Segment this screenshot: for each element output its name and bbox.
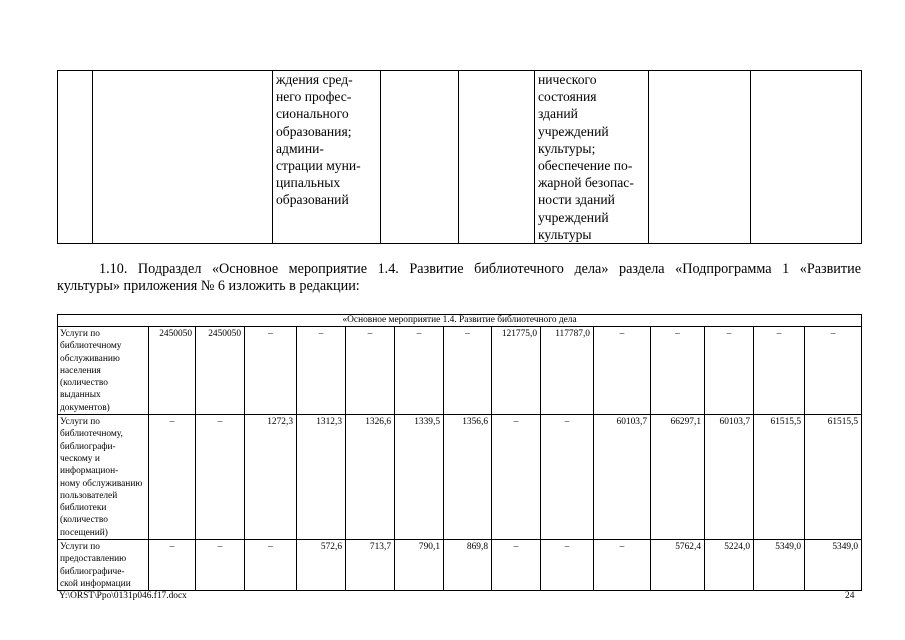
table-row	[58, 327, 862, 415]
executor-text: ждения сред- него профес- сионального образования; админи- страции муни- ципальных образований	[276, 72, 361, 208]
value-cell: –	[149, 540, 196, 591]
value-cell: –	[594, 540, 651, 591]
result-text: нического состояния зданий учреждений культуры; обеспечение по- жарной безопас- ности зданий учреждений культуры	[538, 72, 634, 242]
service-label: Услуги по библиотечному обслуживанию населения (количество выданных документов)	[58, 327, 149, 415]
service-label: Услуги по предоставлению библиографиче- ской информации	[58, 540, 149, 591]
value-cell: 869,8	[444, 540, 492, 591]
page-number: 24	[845, 591, 855, 601]
value-cell: 790,1	[395, 540, 444, 591]
value-cell: 61515,5	[805, 415, 862, 540]
table-row	[58, 415, 862, 540]
amendment-line-2: культуры» приложения № 6 изложить в редакции:	[57, 278, 360, 294]
value-cell: 2450050	[149, 327, 196, 415]
table-cell	[93, 71, 273, 244]
table-cell	[58, 71, 93, 244]
table-heading-row	[58, 315, 862, 327]
value-cell: –	[651, 327, 705, 415]
value-cell: 1339,5	[395, 415, 444, 540]
table-cell	[751, 71, 862, 244]
table-heading: «Основное мероприятие 1.4. Развитие библиотечного дела	[58, 315, 862, 327]
value-cell: 1272,3	[245, 415, 297, 540]
value-cell: –	[346, 327, 395, 415]
value-cell: 60103,7	[594, 415, 651, 540]
file-path: Y:\ORST\Ppo\0131p046.f17.docx	[59, 591, 187, 601]
value-cell: 5762,4	[651, 540, 705, 591]
value-cell: 1312,3	[297, 415, 346, 540]
value-cell: –	[754, 327, 805, 415]
value-cell: –	[541, 415, 594, 540]
value-cell: –	[196, 540, 245, 591]
value-cell: –	[444, 327, 492, 415]
service-label: Услуги по библиотечному, библиографи- ческому и информацион- ному обслуживанию пользователей библиотеки (количество посещений)	[58, 415, 149, 540]
value-cell: –	[492, 415, 541, 540]
value-cell: –	[245, 540, 297, 591]
table-cell	[535, 71, 649, 244]
value-cell: –	[245, 327, 297, 415]
table-cell	[459, 71, 535, 244]
value-cell: –	[541, 540, 594, 591]
value-cell: –	[149, 415, 196, 540]
value-cell: –	[594, 327, 651, 415]
value-cell: 5349,0	[754, 540, 805, 591]
value-cell: –	[705, 327, 754, 415]
table-row	[58, 71, 862, 244]
value-cell: 1326,6	[346, 415, 395, 540]
value-cell: 121775,0	[492, 327, 541, 415]
top-continuation-table	[57, 70, 862, 244]
amendment-paragraph	[57, 261, 861, 295]
value-cell: 61515,5	[754, 415, 805, 540]
value-cell: –	[492, 540, 541, 591]
value-cell: 66297,1	[651, 415, 705, 540]
value-cell: 60103,7	[705, 415, 754, 540]
value-cell: 572,6	[297, 540, 346, 591]
value-cell: –	[196, 415, 245, 540]
table-row	[58, 540, 862, 591]
value-cell: 117787,0	[541, 327, 594, 415]
library-indicators-table	[57, 314, 862, 591]
value-cell: 5224,0	[705, 540, 754, 591]
value-cell: –	[297, 327, 346, 415]
amendment-line-1: 1.10. Подраздел «Основное мероприятие 1.4. Развитие библиотечного дела» раздела «Подпрограмма 1 «Развитие	[99, 261, 861, 277]
value-cell: 713,7	[346, 540, 395, 591]
table-cell	[381, 71, 459, 244]
value-cell: 2450050	[196, 327, 245, 415]
value-cell: 5349,0	[805, 540, 862, 591]
value-cell: 1356,6	[444, 415, 492, 540]
table-cell	[273, 71, 381, 244]
value-cell: –	[395, 327, 444, 415]
value-cell: –	[805, 327, 862, 415]
table-cell	[649, 71, 751, 244]
